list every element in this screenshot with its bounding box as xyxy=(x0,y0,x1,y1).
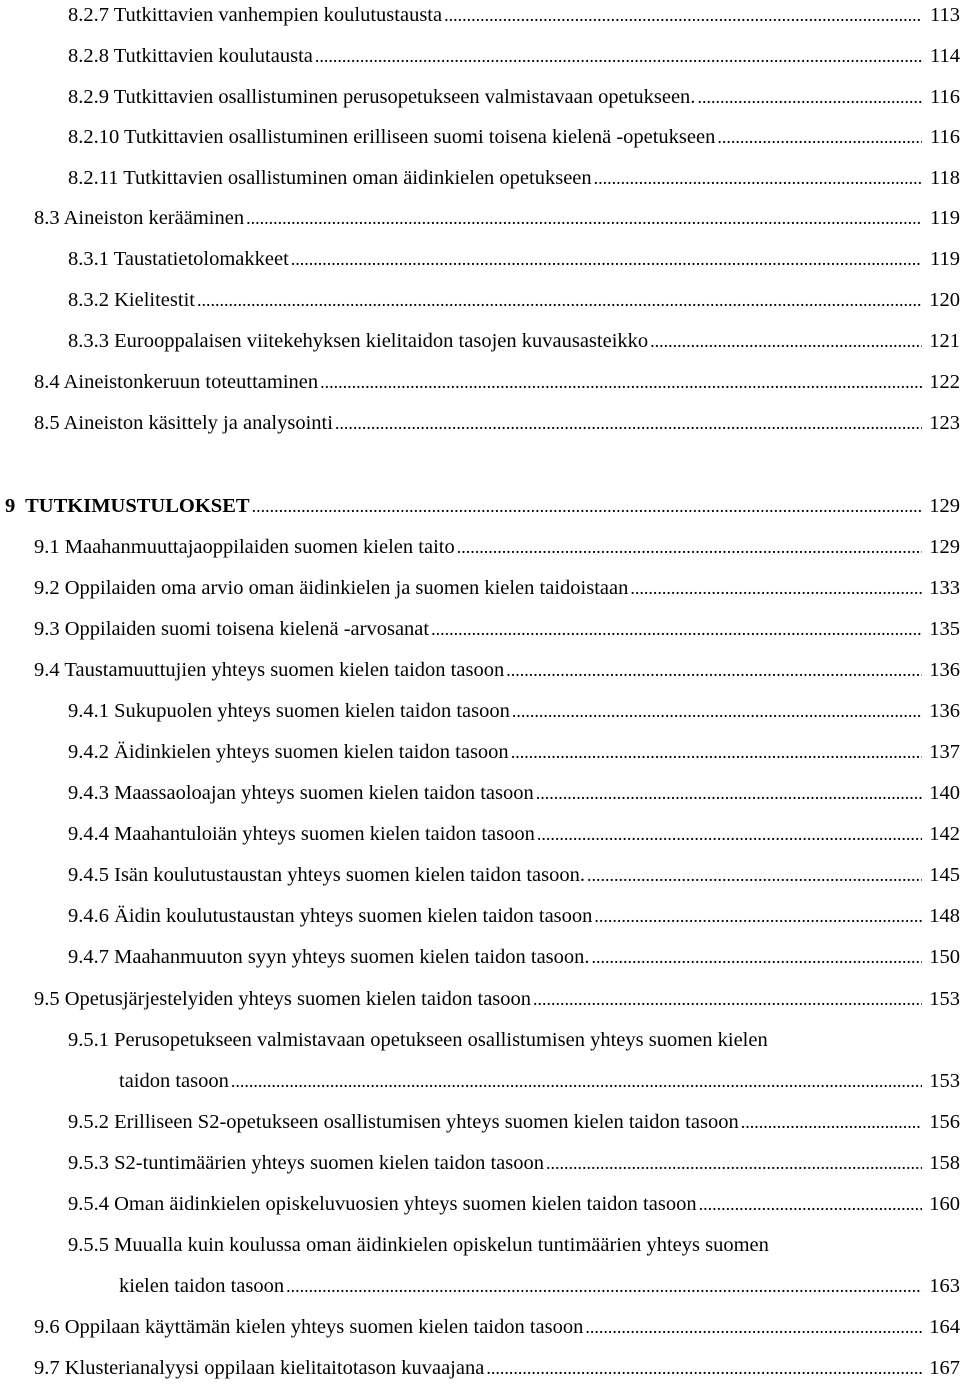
toc-entry-title: 9.5.1 Perusopetukseen valmistavaan opetukseen osallistumisen yhteys suomen kielen xyxy=(68,1029,768,1051)
dot-leader xyxy=(587,860,922,890)
dot-leader xyxy=(717,122,922,152)
dot-leader xyxy=(546,1148,922,1178)
toc-entry-title: 8.2.9 Tutkittavien osallistuminen perusopetukseen valmistavaan opetukseen. xyxy=(68,86,696,108)
toc-entry-page: 153 xyxy=(929,1070,960,1092)
toc-entry-page: 167 xyxy=(929,1357,960,1379)
toc-entry-title: 9.2 Oppilaiden oma arvio oman äidinkielen ja suomen kielen taidoistaan xyxy=(34,577,629,599)
toc-entry-title: 9.7 Klusterianalyysi oppilaan kielitaitotason kuvaajana xyxy=(34,1357,485,1379)
toc-entry-title: 9.4.3 Maassaoloajan yhteys suomen kielen taidon tasoon xyxy=(68,782,534,804)
toc-entry-title: 8.3.3 Eurooppalaisen viitekehyksen kielitaidon tasojen kuvausasteikko xyxy=(68,330,649,352)
toc-entry-page: 119 xyxy=(930,207,960,229)
toc-entry-page: 142 xyxy=(929,823,960,845)
toc-chapter-heading[interactable] xyxy=(5,491,960,521)
toc-entry-page: 123 xyxy=(929,412,960,434)
toc-entry-page: 122 xyxy=(929,371,960,393)
toc-entry[interactable] xyxy=(68,41,960,71)
dot-leader xyxy=(320,367,922,397)
toc-entry-page: 114 xyxy=(930,45,960,67)
toc-entry[interactable] xyxy=(68,82,960,112)
toc-entry[interactable] xyxy=(68,0,960,30)
dot-leader xyxy=(444,0,922,30)
toc-entry[interactable] xyxy=(68,326,960,356)
toc-entry[interactable] xyxy=(68,942,960,972)
toc-entry-title: 9.4.6 Äidin koulutustaustan yhteys suomen kielen taidon tasoon xyxy=(68,905,593,927)
toc-entry[interactable] xyxy=(34,1353,960,1383)
toc-entry-page: 129 xyxy=(929,495,960,517)
toc-entry-page: 136 xyxy=(929,659,960,681)
toc-entry[interactable] xyxy=(34,532,960,562)
toc-entry-page: 140 xyxy=(929,782,960,804)
toc-entry-title: 9 TUTKIMUSTULOKSET xyxy=(5,495,250,517)
toc-entry[interactable] xyxy=(34,203,960,233)
toc-entry-title: 9.4.4 Maahantuloiän yhteys suomen kielen taidon tasoon xyxy=(68,823,535,845)
dot-leader xyxy=(291,244,922,274)
toc-entry[interactable] xyxy=(34,573,960,603)
dot-leader xyxy=(197,285,922,315)
dot-leader xyxy=(252,491,922,521)
toc-entry-page: 148 xyxy=(929,905,960,927)
toc-entry-page: 118 xyxy=(930,167,960,189)
toc-entry-title: 9.5.3 S2-tuntimäärien yhteys suomen kielen taidon tasoon xyxy=(68,1152,544,1174)
toc-entry-title: 9.5.4 Oman äidinkielen opiskeluvuosien yhteys suomen kielen taidon tasoon xyxy=(68,1193,697,1215)
toc-entry[interactable] xyxy=(34,984,960,1014)
toc-entry-page: 145 xyxy=(929,864,960,886)
toc-entry-page: 129 xyxy=(929,536,960,558)
dot-leader xyxy=(741,1107,922,1137)
toc-entry-continuation[interactable] xyxy=(119,1066,960,1096)
dot-leader xyxy=(457,532,922,562)
toc-entry-page: 120 xyxy=(929,289,960,311)
toc-entry[interactable] xyxy=(68,819,960,849)
toc-entry[interactable] xyxy=(68,122,960,152)
toc-entry-page: 113 xyxy=(930,4,960,26)
dot-leader xyxy=(511,737,922,767)
toc-entry-page: 137 xyxy=(929,741,960,763)
toc-entry-continuation[interactable] xyxy=(119,1271,960,1301)
dot-leader xyxy=(697,82,922,112)
dot-leader xyxy=(650,326,922,356)
toc-entry-page: 164 xyxy=(929,1316,960,1338)
dot-leader xyxy=(335,408,922,438)
toc-entry-page: 116 xyxy=(930,126,960,148)
dot-leader xyxy=(431,614,922,644)
toc-entry-title: 9.6 Oppilaan käyttämän kielen yhteys suomen kielen taidon tasoon xyxy=(34,1316,584,1338)
toc-entry-title: 8.4 Aineistonkeruun toteuttaminen xyxy=(34,371,319,393)
dot-leader xyxy=(512,696,922,726)
toc-entry-title: 8.2.10 Tutkittavien osallistuminen erilliseen suomi toisena kielenä -opetukseen xyxy=(68,126,716,148)
toc-entry[interactable] xyxy=(68,1189,960,1219)
toc-entry-title: 8.3.2 Kielitestit xyxy=(68,289,195,311)
toc-entry-page: 153 xyxy=(929,988,960,1010)
toc-entry-first-line[interactable] xyxy=(68,1025,960,1055)
toc-entry-title: 8.3 Aineiston kerääminen xyxy=(34,207,245,229)
toc-entry-title: 9.4.1 Sukupuolen yhteys suomen kielen taidon tasoon xyxy=(68,700,510,722)
dot-leader xyxy=(537,819,922,849)
toc-entry-title: 9.5 Opetusjärjestelyiden yhteys suomen kielen taidon tasoon xyxy=(34,988,532,1010)
dot-leader xyxy=(315,41,922,71)
dot-leader xyxy=(594,901,922,931)
toc-entry-page: 163 xyxy=(929,1275,960,1297)
toc-entry-title: 9.1 Maahanmuuttajaoppilaiden suomen kielen taito xyxy=(34,536,455,558)
toc-entry-title: taidon tasoon xyxy=(119,1070,229,1092)
toc-entry[interactable] xyxy=(68,696,960,726)
toc-entry-page: 119 xyxy=(930,248,960,270)
toc-entry[interactable] xyxy=(34,655,960,685)
toc-entry[interactable] xyxy=(68,244,960,274)
dot-leader xyxy=(286,1271,922,1301)
dot-leader xyxy=(506,655,922,685)
dot-leader xyxy=(630,573,922,603)
toc-entry[interactable] xyxy=(68,1107,960,1137)
toc-entry[interactable] xyxy=(68,860,960,890)
toc-entry-title: 9.4.2 Äidinkielen yhteys suomen kielen taidon tasoon xyxy=(68,741,509,763)
toc-entry-page: 116 xyxy=(930,86,960,108)
dot-leader xyxy=(699,1189,922,1219)
toc-entry-title: 8.2.8 Tutkittavien koulutausta xyxy=(68,45,313,67)
toc-entry[interactable] xyxy=(68,778,960,808)
dot-leader xyxy=(594,163,922,193)
toc-entry-title: 9.5.5 Muualla kuin koulussa oman äidinkielen opiskelun tuntimäärien yhteys suomen xyxy=(68,1234,769,1256)
toc-entry-title: 9.4.7 Maahanmuuton syyn yhteys suomen kielen taidon tasoon. xyxy=(68,946,590,968)
dot-leader xyxy=(592,942,922,972)
toc-entry-page: 135 xyxy=(929,618,960,640)
toc-entry[interactable] xyxy=(34,1312,960,1342)
toc-entry-page: 156 xyxy=(929,1111,960,1133)
toc-entry-title: 9.3 Oppilaiden suomi toisena kielenä -arvosanat xyxy=(34,618,430,640)
toc-entry[interactable] xyxy=(68,163,960,193)
toc-entry-page: 121 xyxy=(929,330,960,352)
toc-entry-title: 9.4.5 Isän koulutustaustan yhteys suomen kielen taidon tasoon. xyxy=(68,864,585,886)
toc-entry-title: kielen taidon tasoon xyxy=(119,1275,285,1297)
toc-entry-page: 158 xyxy=(929,1152,960,1174)
toc-entry-page: 150 xyxy=(929,946,960,968)
toc-entry-title: 8.2.7 Tutkittavien vanhempien koulutustausta xyxy=(68,4,443,26)
toc-entry-page: 136 xyxy=(929,700,960,722)
toc-entry[interactable] xyxy=(68,737,960,767)
dot-leader xyxy=(246,203,922,233)
toc-entry-title: 9.4 Taustamuuttujien yhteys suomen kielen taidon tasoon xyxy=(34,659,505,681)
toc-entry-first-line[interactable] xyxy=(68,1230,960,1260)
toc-entry-page: 133 xyxy=(929,577,960,599)
toc-entry[interactable] xyxy=(34,614,960,644)
toc-entry-title: 8.5 Aineiston käsittely ja analysointi xyxy=(34,412,333,434)
dot-leader xyxy=(585,1312,922,1342)
toc-entry[interactable] xyxy=(68,285,960,315)
toc-entry-title: 8.3.1 Taustatietolomakkeet xyxy=(68,248,289,270)
toc-entry[interactable] xyxy=(68,1148,960,1178)
toc-entry-title: 9.5.2 Erilliseen S2-opetukseen osallistumisen yhteys suomen kielen taidon tasoon xyxy=(68,1111,739,1133)
toc-entry[interactable] xyxy=(34,367,960,397)
dot-leader xyxy=(533,984,922,1014)
dot-leader xyxy=(536,778,922,808)
toc-entry-page: 160 xyxy=(929,1193,960,1215)
dot-leader xyxy=(486,1353,922,1383)
dot-leader xyxy=(231,1066,922,1096)
toc-entry[interactable] xyxy=(34,408,960,438)
toc-entry-title: 8.2.11 Tutkittavien osallistuminen oman äidinkielen opetukseen xyxy=(68,167,592,189)
toc-entry[interactable] xyxy=(68,901,960,931)
